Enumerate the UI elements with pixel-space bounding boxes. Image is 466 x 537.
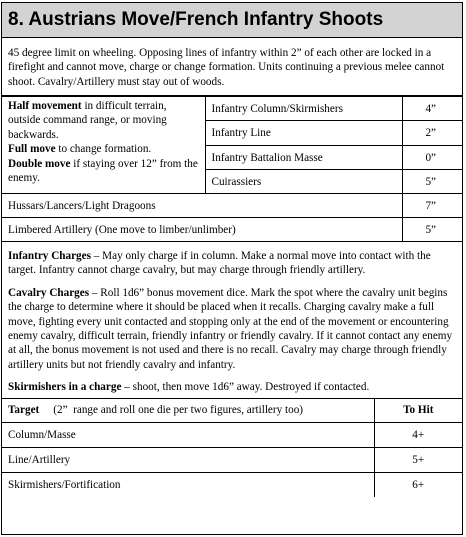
move-value: 5” — [402, 218, 462, 242]
move-value: 5” — [402, 170, 462, 194]
double-move-rule — [8, 157, 199, 186]
unit-name: Infantry Line — [205, 121, 402, 146]
unit-name: Infantry Column/Skirmishers — [205, 97, 402, 121]
cavalry-charges-text: – Roll 1d6” bonus movement dice. Mark the spot where the cavalry unit begins the charge to determine where it should be placed when it recalls. Charging cavalry make a full move, fighting every unit contacted and stopping only at the end of the movement or encountering enemy cavalry, difficult terrain, friendly infantry or friendly cavalry. If it cannot contact any enemy at all, the bonus movement is not used and there is no recall. Cavalry may charge through friendly artillery units but not friendly cavalry and infantry. — [8, 286, 453, 371]
to-hit-value: 4+ — [374, 422, 462, 447]
cavalry-charges-heading: Cavalry Charges — [8, 286, 90, 299]
full-move-text: to change formation. — [55, 143, 152, 156]
table-row — [2, 447, 462, 472]
target-name: Column/Masse — [2, 422, 374, 447]
infantry-charges-rule — [2, 242, 462, 278]
half-move-text: in difficult terrain, outside command range, or moving backwards. — [8, 100, 167, 141]
to-hit-header-row — [2, 398, 462, 422]
full-move-rule — [8, 142, 199, 156]
target-name: Skirmishers/Fortification — [2, 472, 374, 497]
target-note: (2” range and roll one die per two figures, artillery too) — [39, 404, 304, 417]
infantry-charges-heading: Infantry Charges — [8, 250, 91, 262]
movement-table — [2, 96, 462, 242]
unit-name: Infantry Battalion Masse — [205, 146, 402, 170]
target-header-cell — [2, 398, 374, 422]
target-name: Line/Artillery — [2, 447, 374, 472]
page-title: 8. Austrians Move/French Infantry Shoots — [2, 3, 462, 38]
half-move-label: Half movement — [8, 100, 82, 112]
skirmishers-rule — [2, 372, 462, 397]
table-row — [2, 472, 462, 497]
unit-name: Limbered Artillery (One move to limber/unlimber) — [2, 218, 402, 242]
move-value: 4” — [402, 97, 462, 121]
infantry-charges-text: – May only charge if in column. Make a normal move into contact with the target. Infantry cannot charge cavalry, but may charge through friendly artillery. — [8, 250, 431, 277]
intro-text: 45 degree limit on wheeling. Opposing lines of infantry within 2” of each other are locked in a firefight and cannot move, charge or change formation. Units continuing a previous melee cannot shoot. Cavalry/Artillery must stay out of woods. — [2, 38, 462, 96]
unit-name: Cuirassiers — [205, 170, 402, 194]
to-hit-header: To Hit — [374, 398, 462, 422]
skirmishers-heading: Skirmishers in a charge — [8, 381, 122, 394]
table-row — [2, 422, 462, 447]
to-hit-value: 6+ — [374, 472, 462, 497]
half-move-rule — [8, 99, 199, 142]
cavalry-charges-rule — [2, 278, 462, 372]
move-value: 7” — [402, 194, 462, 218]
move-value: 0” — [402, 146, 462, 170]
movement-rules-cell — [2, 97, 205, 194]
target-header: Target — [8, 404, 40, 417]
double-move-text: if staying over 12” from the enemy. — [8, 157, 198, 185]
full-move-label: Full move — [8, 143, 56, 156]
move-value: 2” — [402, 121, 462, 146]
rules-sheet — [1, 2, 463, 535]
to-hit-table — [2, 398, 462, 497]
double-move-label: Double move — [8, 157, 71, 170]
unit-name: Hussars/Lancers/Light Dragoons — [2, 194, 402, 218]
to-hit-value: 5+ — [374, 447, 462, 472]
skirmishers-text: – shoot, then move 1d6” away. Destroyed if contacted. — [121, 381, 370, 394]
